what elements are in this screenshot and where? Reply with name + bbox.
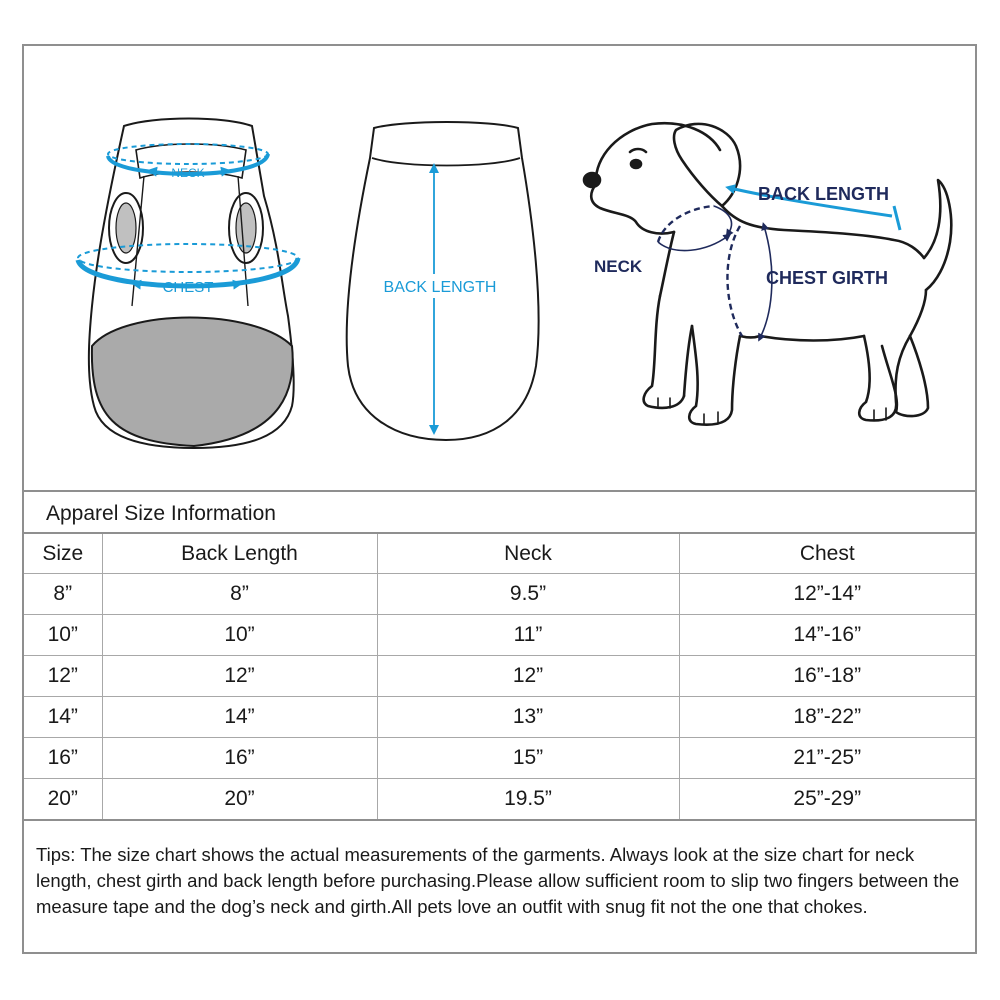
tips-text: Tips: The size chart shows the actual measurements of the garments. Always look at the size chart for neck length, chest girth and back length before purchasing.Please allow sufficient room to slip two fingers between the measure tape and the dog’s neck and girth.All pets love an outfit with snug fit not the one that chokes. xyxy=(36,844,960,917)
table-row xyxy=(24,738,975,779)
cell-size: 8” xyxy=(24,574,102,615)
cell-back-length: 12” xyxy=(102,656,377,697)
cell-size: 14” xyxy=(24,697,102,738)
table-row xyxy=(24,656,975,697)
cell-chest: 14”-16” xyxy=(679,615,975,656)
cell-neck: 13” xyxy=(377,697,679,738)
dog-back-length-label: BACK LENGTH xyxy=(758,184,889,204)
size-table-section xyxy=(24,490,975,821)
table-row xyxy=(24,615,975,656)
cell-back-length: 14” xyxy=(102,697,377,738)
measurement-diagram xyxy=(24,46,975,490)
dog-neck-loop xyxy=(658,206,714,242)
dog-eye xyxy=(631,160,641,168)
cell-size: 12” xyxy=(24,656,102,697)
cell-neck: 9.5” xyxy=(377,574,679,615)
back-length-label: BACK LENGTH xyxy=(383,279,497,296)
dog-chest-girth-label: CHEST GIRTH xyxy=(766,268,889,288)
cell-neck: 15” xyxy=(377,738,679,779)
cell-chest: 18”-22” xyxy=(679,697,975,738)
table-title: Apparel Size Information xyxy=(24,492,975,534)
dog-neck-label: NECK xyxy=(594,257,643,276)
cell-back-length: 16” xyxy=(102,738,377,779)
cell-back-length: 20” xyxy=(102,779,377,821)
front-chest-label: CHEST xyxy=(162,279,214,296)
table-row xyxy=(24,574,975,615)
cell-neck: 11” xyxy=(377,615,679,656)
table-header-row xyxy=(24,534,975,574)
front-neck-label: NECK xyxy=(171,166,205,180)
table-row xyxy=(24,779,975,821)
cell-neck: 12” xyxy=(377,656,679,697)
dog-chest-loop xyxy=(727,226,742,336)
size-chart-sheet xyxy=(22,44,977,954)
dog-nose xyxy=(584,173,600,187)
dog-tail xyxy=(924,180,951,290)
cell-size: 16” xyxy=(24,738,102,779)
cell-chest: 25”-29” xyxy=(679,779,975,821)
cell-neck: 19.5” xyxy=(377,779,679,821)
header-size: Size xyxy=(24,534,102,574)
header-chest: Chest xyxy=(679,534,975,574)
cell-back-length: 10” xyxy=(102,615,377,656)
cell-back-length: 8” xyxy=(102,574,377,615)
cell-size: 10” xyxy=(24,615,102,656)
cell-chest: 12”-14” xyxy=(679,574,975,615)
cell-size: 20” xyxy=(24,779,102,821)
cell-chest: 16”-18” xyxy=(679,656,975,697)
table-row xyxy=(24,697,975,738)
measurement-illustration xyxy=(24,46,975,490)
cell-chest: 21”-25” xyxy=(679,738,975,779)
size-table xyxy=(24,534,975,821)
header-back-length: Back Length xyxy=(102,534,377,574)
dog-measurements xyxy=(658,188,900,338)
header-neck: Neck xyxy=(377,534,679,574)
